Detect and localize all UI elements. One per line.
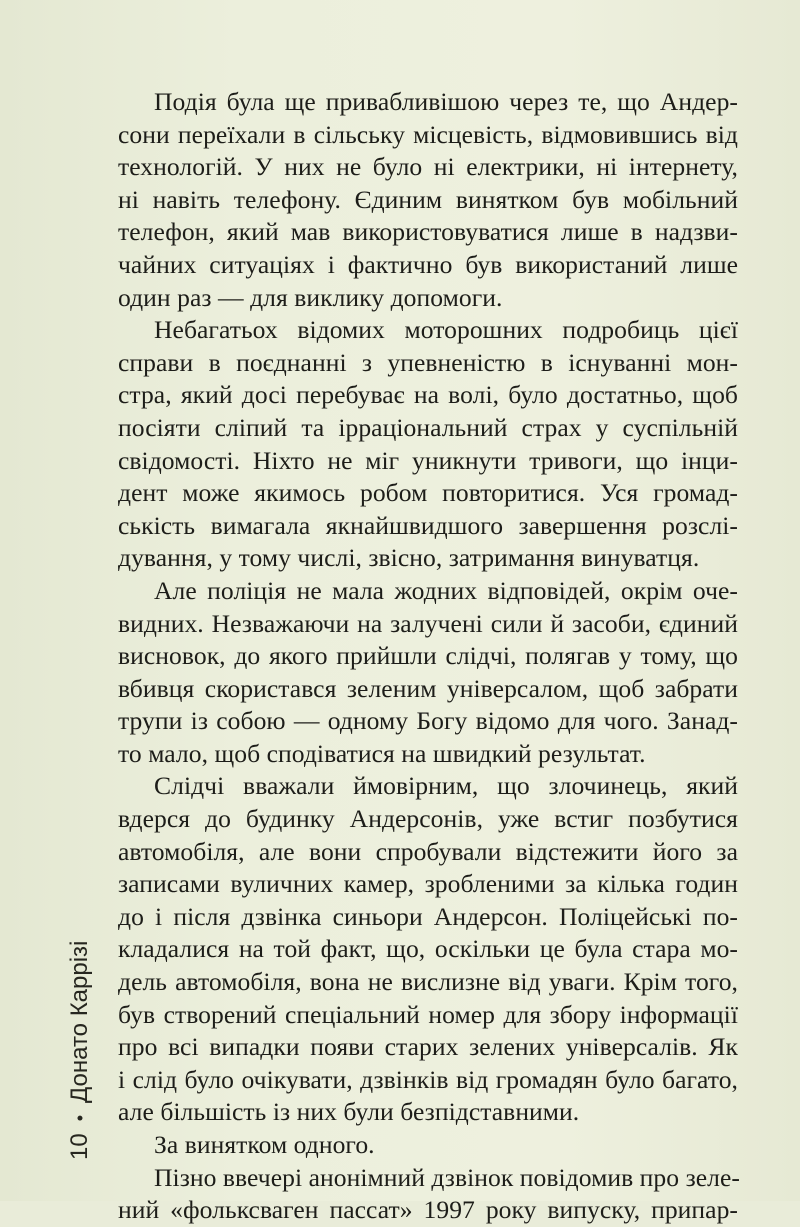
running-head [66, 941, 94, 1160]
paragraph [118, 1162, 738, 1227]
text-line: сони переїхали в сільську місцевість, відмовившись від [118, 119, 738, 149]
text-line: кладалися на той факт, що, оскільки це була стара мо- [118, 934, 738, 964]
text-line: вбивця скористався зеленим універсалом, щоб забрати [118, 673, 738, 703]
text-line: трупи із собою — одному Богу відомо для чого. Занад- [118, 706, 738, 736]
text-line: посіяти сліпий та ірраціональний страх у суспільній [118, 412, 738, 442]
paragraph [118, 314, 738, 575]
text-line: чайних ситуаціях і фактично був використаний лише [118, 249, 738, 279]
text-line: то мало, щоб сподіватися на швидкий результат. [118, 738, 646, 768]
text-line: ний «фольксваген пассат» 1997 року випуску, припар- [118, 1195, 738, 1225]
text-line: технологій. У них не було ні електрики, ні інтернету, [118, 152, 738, 182]
text-line: Небагатьох відомих моторошних подробиць цієї [154, 315, 738, 345]
text-line: один раз — для виклику допомоги. [118, 282, 503, 312]
text-line: був створений спеціальний номер для збору інформації [118, 999, 738, 1029]
text-line: записами вуличних камер, зробленими за кілька годин [118, 869, 738, 899]
paragraph [118, 770, 738, 1129]
text-line: до і після дзвінка синьори Андерсон. Поліцейські по- [118, 901, 738, 931]
text-line: вдерся до будинку Андерсонів, уже встиг позбутися [118, 804, 738, 834]
text-line: Подія була ще привабливішою через те, що Андер- [154, 87, 738, 116]
body-text [118, 86, 738, 1227]
text-line: свідомості. Ніхто не міг уникнути тривоги, що інци- [118, 445, 738, 475]
paragraph [118, 86, 738, 314]
text-line: ськість вимагала якнайшвидшого завершення розслі- [118, 510, 738, 540]
text-line: але більшість із них були безпідставними. [118, 1097, 580, 1127]
text-line: ні навіть телефону. Єдиним винятком був мобільний [118, 184, 738, 214]
text-line: телефон, який мав використовуватися лише в надзви- [118, 217, 738, 247]
text-line: дування, у тому числі, звісно, затримання винуватця. [118, 543, 700, 573]
paragraph [118, 575, 738, 771]
paragraph [118, 1129, 738, 1162]
text-line: справи в поєднанні з упевненістю в існуванні мон- [118, 347, 738, 377]
text-line: і слід було очікувати, дзвінків від громадян було багато, [118, 1064, 738, 1094]
text-line: дент може якимось робом повторитися. Уся громад- [118, 478, 738, 508]
author-name: Донато Каррізі [66, 940, 93, 1103]
text-line: Але поліція не мала жодних відповідей, окрім оче- [154, 575, 738, 605]
text-line: висновок, до якого прийшли слідчі, полягав у тому, що [118, 641, 738, 671]
page-number: 10 [66, 1133, 93, 1160]
text-line: стра, який досі перебуває на волі, було достатньо, щоб [118, 380, 738, 410]
separator-bullet: • [69, 1114, 90, 1122]
text-line: Слідчі вважали ймовірним, що злочинець, який [154, 771, 738, 801]
text-line: За винятком одного. [154, 1130, 375, 1159]
text-line: видних. Незважаючи на залучені сили й засоби, єдиний [118, 608, 738, 638]
text-line: Пізно ввечері анонімний дзвінок повідомив про зеле- [154, 1162, 740, 1192]
text-line: автомобіля, але вони спробували відстежити його за [118, 836, 738, 866]
text-line: про всі випадки появи старих зелених універсалів. Як [118, 1032, 738, 1062]
text-line: дель автомобіля, вона не вислизне від уваги. Крім того, [118, 967, 738, 997]
